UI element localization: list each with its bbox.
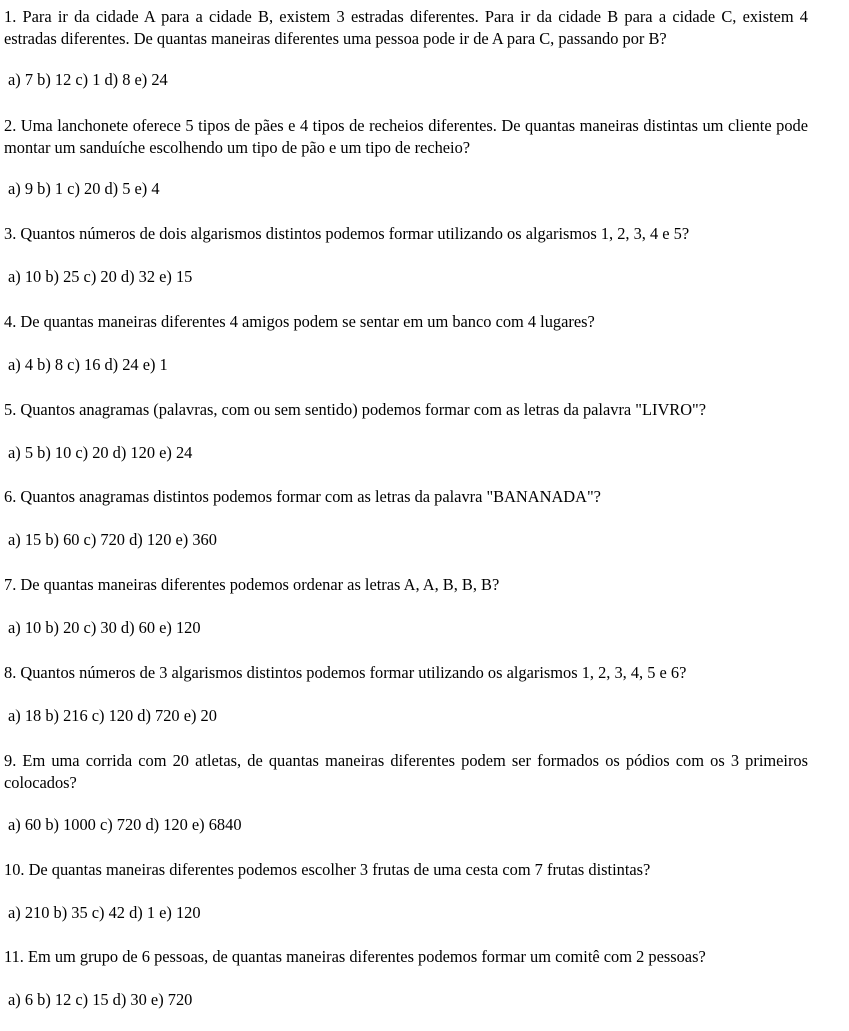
- question-1: 1. Para ir da cidade A para a cidade B, existem 3 estradas diferentes. Para ir da cidade B para a cidade C, existem 4 estradas diferentes. De quantas maneiras diferentes uma pessoa pode ir de A para C, passando por B?: [4, 7, 808, 48]
- question-4-options: a) 4 b) 8 c) 16 d) 24 e) 1: [8, 355, 168, 374]
- question-10-options: a) 210 b) 35 c) 42 d) 1 e) 120: [8, 903, 201, 922]
- question-6: 6. Quantos anagramas distintos podemos formar com as letras da palavra "BANANADA"?: [4, 487, 601, 506]
- question-3: 3. Quantos números de dois algarismos distintos podemos formar utilizando os algarismos 1, 2, 3, 4 e 5?: [4, 224, 690, 243]
- question-2: 2. Uma lanchonete oferece 5 tipos de pães e 4 tipos de recheios diferentes. De quantas maneiras distintas um cliente pode montar um sanduíche escolhendo um tipo de pão e um tipo de recheio?: [4, 116, 808, 157]
- question-5-options: a) 5 b) 10 c) 20 d) 120 e) 24: [8, 443, 193, 462]
- question-7: 7. De quantas maneiras diferentes podemos ordenar as letras A, A, B, B, B?: [4, 575, 500, 594]
- question-8-options: a) 18 b) 216 c) 120 d) 720 e) 20: [8, 706, 217, 725]
- question-9-options: a) 60 b) 1000 c) 720 d) 120 e) 6840: [8, 815, 242, 834]
- question-6-options: a) 15 b) 60 c) 720 d) 120 e) 360: [8, 530, 217, 549]
- question-11: 11. Em um grupo de 6 pessoas, de quantas maneiras diferentes podemos formar um comitê com 2 pessoas?: [4, 947, 706, 966]
- question-8: 8. Quantos números de 3 algarismos distintos podemos formar utilizando os algarismos 1, 2, 3, 4, 5 e 6?: [4, 663, 687, 682]
- question-11-options: a) 6 b) 12 c) 15 d) 30 e) 720: [8, 990, 193, 1009]
- question-10: 10. De quantas maneiras diferentes podemos escolher 3 frutas de uma cesta com 7 frutas distintas?: [4, 860, 651, 879]
- question-7-options: a) 10 b) 20 c) 30 d) 60 e) 120: [8, 618, 201, 637]
- question-3-options: a) 10 b) 25 c) 20 d) 32 e) 15: [8, 267, 193, 286]
- question-4: 4. De quantas maneiras diferentes 4 amigos podem se sentar em um banco com 4 lugares?: [4, 312, 595, 331]
- question-1-options: a) 7 b) 12 c) 1 d) 8 e) 24: [8, 70, 168, 89]
- question-2-options: a) 9 b) 1 c) 20 d) 5 e) 4: [8, 179, 160, 198]
- question-5: 5. Quantos anagramas (palavras, com ou sem sentido) podemos formar com as letras da palavra "LIVRO"?: [4, 400, 707, 419]
- question-9: 9. Em uma corrida com 20 atletas, de quantas maneiras diferentes podem ser formados os pódios com os 3 primeiros colocados?: [4, 751, 808, 792]
